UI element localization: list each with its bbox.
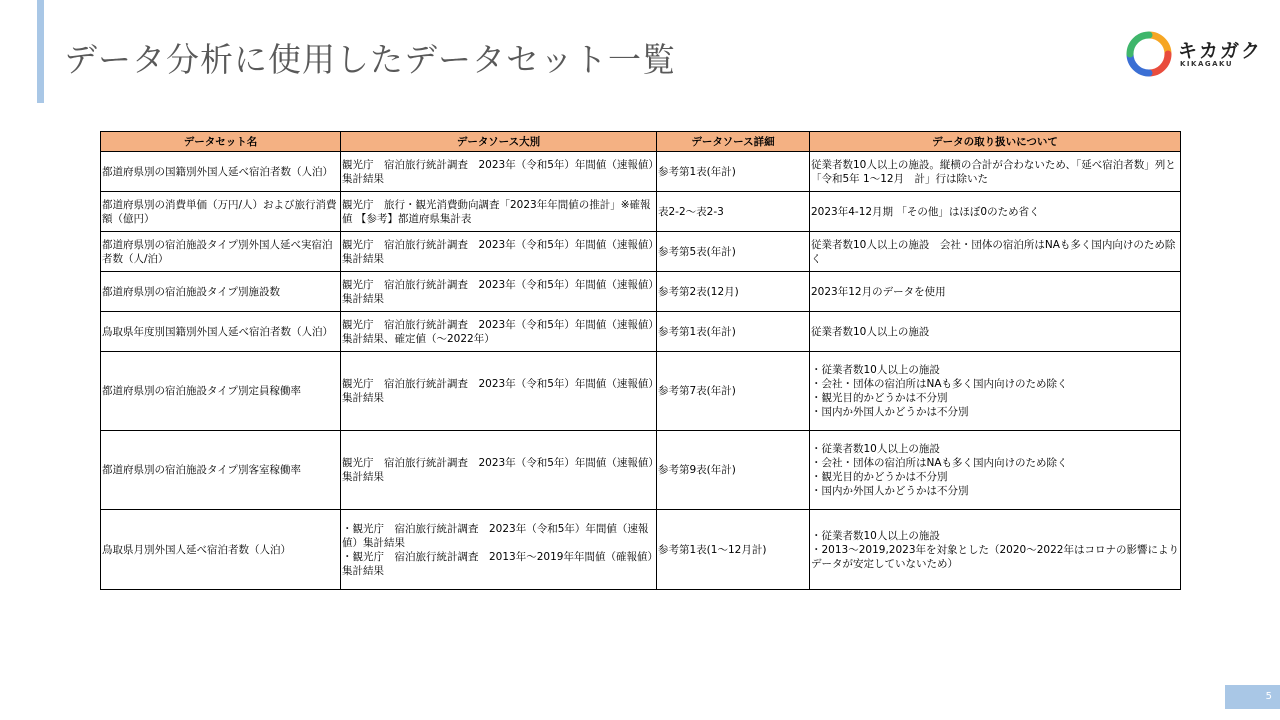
- cell-source-detail: 参考第2表(12月): [657, 272, 810, 312]
- page-number: 5: [1225, 685, 1280, 709]
- accent-bar: [37, 0, 44, 103]
- table-row: [101, 431, 1181, 510]
- logo-name: キカガク: [1178, 40, 1263, 62]
- page-title: データ分析に使用したデータセット一覧: [64, 40, 676, 79]
- cell-source: 観光庁 宿泊旅行統計調査 2023年（令和5年）年間値（速報値）集計結果: [341, 232, 657, 272]
- cell-source: 観光庁 宿泊旅行統計調査 2023年（令和5年）年間値（速報値）集計結果: [341, 431, 657, 510]
- table-row: [101, 152, 1181, 192]
- cell-source-detail: 表2-2～表2-3: [657, 192, 810, 232]
- cell-handling-notes: ・従業者数10人以上の施設 ・2013～2019,2023年を対象とした（2020～2022年はコロナの影響によりデータが安定していないため）: [810, 510, 1181, 590]
- column-header-source-detail: データソース詳細: [657, 132, 810, 152]
- cell-handling-notes: 従業者数10人以上の施設。縦横の合計が合わないため、「延べ宿泊者数」列と「令和5年 1～12月 計」行は除いた: [810, 152, 1181, 192]
- cell-source: 観光庁 宿泊旅行統計調査 2023年（令和5年）年間値（速報値）集計結果: [341, 272, 657, 312]
- table-row: [101, 312, 1181, 352]
- dataset-table: [100, 131, 1181, 590]
- cell-handling-notes: 従業者数10人以上の施設: [810, 312, 1181, 352]
- logo-name-latin: KIKAGAKU: [1180, 60, 1234, 68]
- cell-handling-notes: ・従業者数10人以上の施設 ・会社・団体の宿泊所はNAも多く国内向けのため除く ・観光目的かどうかは不分別 ・国内か外国人かどうかは不分別: [810, 431, 1181, 510]
- table-row: [101, 272, 1181, 312]
- cell-source-detail: 参考第9表(年計): [657, 431, 810, 510]
- cell-source: 観光庁 宿泊旅行統計調査 2023年（令和5年）年間値（速報値）集計結果、確定値（～2022年）: [341, 312, 657, 352]
- table-row: [101, 192, 1181, 232]
- kikagaku-logo: [1126, 31, 1263, 77]
- table-row: [101, 510, 1181, 590]
- cell-dataset-name: 鳥取県年度別国籍別外国人延べ宿泊者数（人泊）: [101, 312, 341, 352]
- cell-source: 観光庁 宿泊旅行統計調査 2023年（令和5年）年間値（速報値）集計結果: [341, 152, 657, 192]
- table-row: [101, 232, 1181, 272]
- cell-source-detail: 参考第5表(年計): [657, 232, 810, 272]
- cell-source-detail: 参考第1表(年計): [657, 152, 810, 192]
- cell-source: 観光庁 宿泊旅行統計調査 2023年（令和5年）年間値（速報値）集計結果: [341, 352, 657, 431]
- cell-source-detail: 参考第7表(年計): [657, 352, 810, 431]
- cell-dataset-name: 都道府県別の消費単価（万円/人）および旅行消費額（億円）: [101, 192, 341, 232]
- cell-handling-notes: ・従業者数10人以上の施設 ・会社・団体の宿泊所はNAも多く国内向けのため除く ・観光目的かどうかは不分別 ・国内か外国人かどうかは不分別: [810, 352, 1181, 431]
- cell-dataset-name: 都道府県別の国籍別外国人延べ宿泊者数（人泊）: [101, 152, 341, 192]
- column-header-source: データソース大別: [341, 132, 657, 152]
- cell-handling-notes: 2023年12月のデータを使用: [810, 272, 1181, 312]
- cell-dataset-name: 都道府県別の宿泊施設タイプ別定員稼働率: [101, 352, 341, 431]
- cell-handling-notes: 2023年4-12月期 「その他」はほぼ0のため省く: [810, 192, 1181, 232]
- cell-source-detail: 参考第1表(年計): [657, 312, 810, 352]
- cell-dataset-name: 都道府県別の宿泊施設タイプ別客室稼働率: [101, 431, 341, 510]
- table-header-row: [101, 132, 1181, 152]
- column-header-handling-notes: データの取り扱いについて: [810, 132, 1181, 152]
- cell-source: ・観光庁 宿泊旅行統計調査 2023年（令和5年）年間値（速報値）集計結果 ・観光庁 宿泊旅行統計調査 2013年～2019年年間値（確報値）集計結果: [341, 510, 657, 590]
- cell-handling-notes: 従業者数10人以上の施設 会社・団体の宿泊所はNAも多く国内向けのため除く: [810, 232, 1181, 272]
- cell-dataset-name: 都道府県別の宿泊施設タイプ別施設数: [101, 272, 341, 312]
- logo-mark-icon: [1126, 31, 1172, 77]
- table-row: [101, 352, 1181, 431]
- column-header-dataset-name: データセット名: [101, 132, 341, 152]
- cell-source-detail: 参考第1表(1～12月計): [657, 510, 810, 590]
- cell-dataset-name: 都道府県別の宿泊施設タイプ別外国人延べ実宿泊者数（人/泊）: [101, 232, 341, 272]
- cell-source: 観光庁 旅行・観光消費動向調査「2023年年間値の推計」※確報値 【参考】都道府県集計表: [341, 192, 657, 232]
- cell-dataset-name: 鳥取県月別外国人延べ宿泊者数（人泊）: [101, 510, 341, 590]
